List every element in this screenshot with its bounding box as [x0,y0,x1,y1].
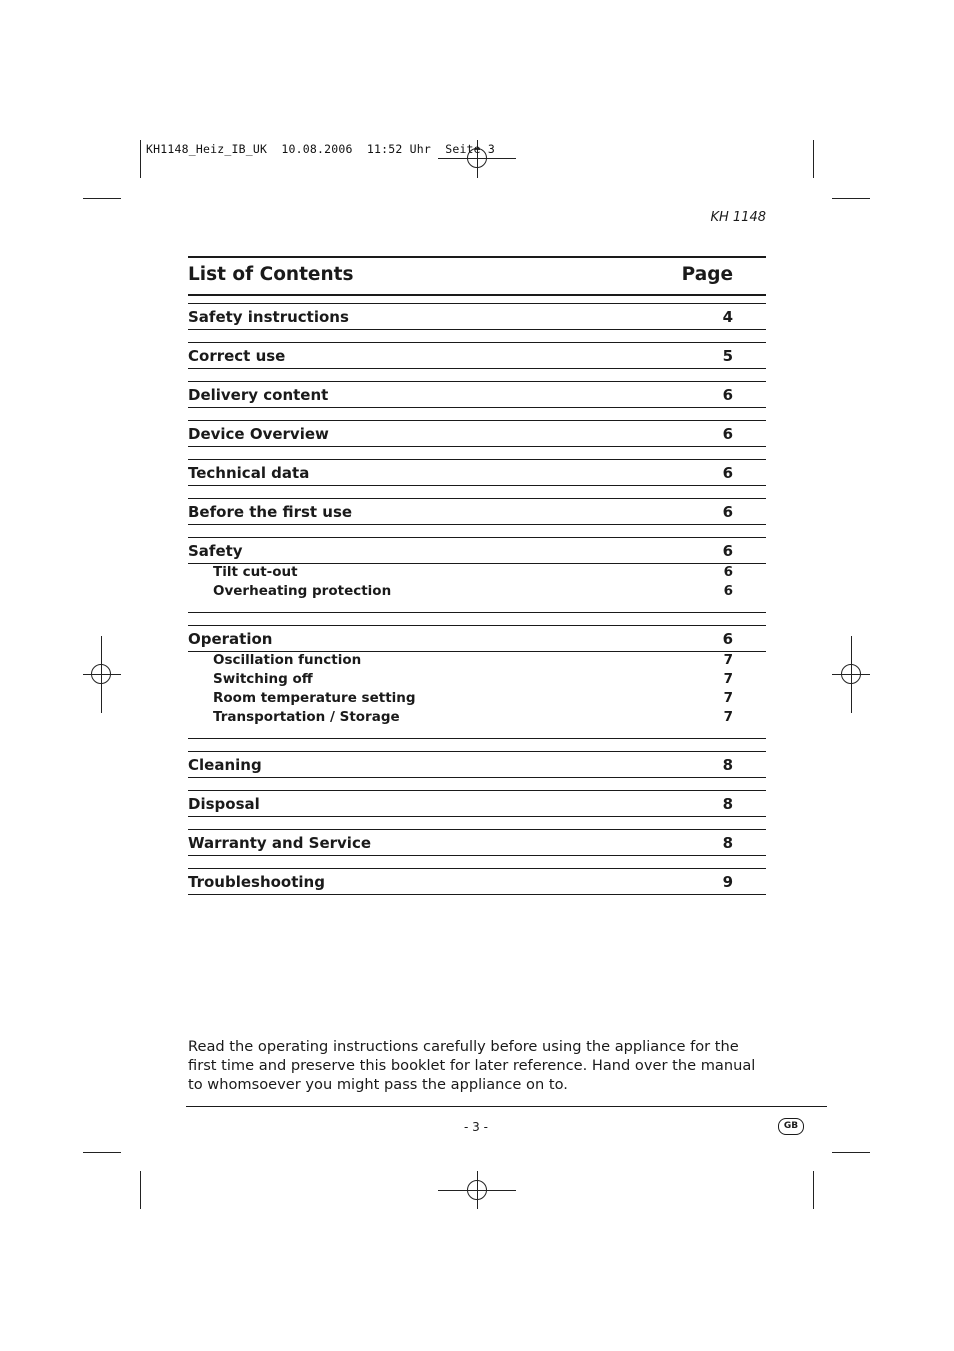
toc-entry-title: Troubleshooting [188,872,325,891]
toc-subentry [188,652,766,671]
toc-entry [188,343,766,368]
footer-rule [186,1106,827,1107]
toc-header [188,256,766,296]
toc-subentry [188,709,766,728]
toc-entry [188,538,766,563]
toc-entry-title: Disposal [188,794,260,813]
toc-entry-title: Device Overview [188,425,329,443]
toc-entry-page: 8 [722,755,733,774]
toc-subentry [188,564,766,583]
toc-entry-page: 6 [722,542,733,560]
crop-mark [83,1152,121,1153]
toc-subentries [188,563,766,612]
toc-entry-page: 6 [722,503,733,521]
toc-subentry-page: 6 [723,583,733,600]
crop-mark [813,140,814,178]
toc-sections [188,303,766,895]
toc-entry-title: Delivery content [188,386,329,404]
language-badge: GB [778,1118,804,1135]
toc-subentry-page: 6 [723,564,733,580]
toc-section [188,381,766,408]
toc-entry-page: 6 [722,629,733,648]
toc-entry-title: Before the first use [188,503,353,521]
toc-entry-title: Operation [188,629,273,648]
toc-section [188,303,766,330]
toc-section [188,790,766,817]
registration-mark-icon [91,664,111,684]
toc-entry-page: 6 [722,425,733,443]
toc-entry [188,626,766,651]
registration-mark-icon [841,664,861,684]
toc-subentries [188,651,766,738]
registration-mark-icon [467,1180,487,1200]
toc-entry-page: 8 [722,833,733,852]
model-number: KH 1148 [710,210,766,225]
toc-subentry [188,583,766,602]
toc-subentry-page: 7 [723,690,733,707]
toc-entry-title: Safety [188,542,243,560]
crop-mark [813,1171,814,1209]
toc-entry [188,304,766,329]
toc-section [188,459,766,486]
toc-entry-page: 6 [722,386,733,404]
toc-entry [188,752,766,777]
crop-mark [832,1152,870,1153]
toc-title: List of Contents [188,264,354,285]
toc-entry-title: Cleaning [188,755,262,774]
toc-section [188,537,766,613]
toc-entry-title: Warranty and Service [188,833,372,852]
toc-section [188,751,766,778]
toc-section [188,498,766,525]
crop-mark [140,140,141,178]
toc-entry-page: 6 [722,464,733,482]
toc-subentry [188,671,766,690]
toc-subentry-title: Transportation / Storage [213,709,400,726]
toc-entry [188,499,766,524]
toc-subentry-page: 7 [723,709,733,726]
print-slug-line: KH1148_Heiz_IB_UK 10.08.2006 11:52 Uhr Seite 3 [146,142,496,156]
crop-mark [140,1171,141,1209]
crop-mark [83,198,121,199]
toc-subentry-title: Overheating protection [213,583,392,600]
toc-entry [188,791,766,816]
toc-section [188,868,766,895]
toc-entry-title: Correct use [188,347,286,365]
toc-entry [188,460,766,485]
toc-page-label: Page [681,264,733,285]
toc-entry [188,830,766,855]
instructions-note: Read the operating instructions carefully before using the appliance for the first time and preserve this booklet for later reference. Hand over the manual to whomsoever you might pass the appliance on to. [188,1038,756,1094]
toc-entry [188,421,766,446]
toc-section [188,829,766,856]
toc-entry-title: Technical data [188,464,310,482]
toc-subentry-page: 7 [723,651,733,668]
crop-mark [832,198,870,199]
toc-entry-page: 5 [722,347,733,365]
toc-subentry-title: Oscillation function [213,651,362,668]
toc-entry-title: Safety instructions [188,308,349,326]
toc-subentry [188,690,766,709]
page-number: - 3 - [464,1120,488,1134]
toc-subentry-page: 7 [723,670,733,687]
toc-subentry-title: Tilt cut-out [213,564,298,580]
table-of-contents [188,256,766,895]
toc-subentry-title: Switching off [213,670,313,687]
toc-section [188,420,766,447]
toc-subentry-title: Room temperature setting [213,690,416,707]
toc-entry-page: 4 [722,308,733,326]
toc-entry [188,382,766,407]
toc-entry-page: 9 [722,872,733,891]
toc-entry-page: 8 [722,794,733,813]
toc-entry [188,869,766,894]
toc-section [188,625,766,739]
toc-section [188,342,766,369]
